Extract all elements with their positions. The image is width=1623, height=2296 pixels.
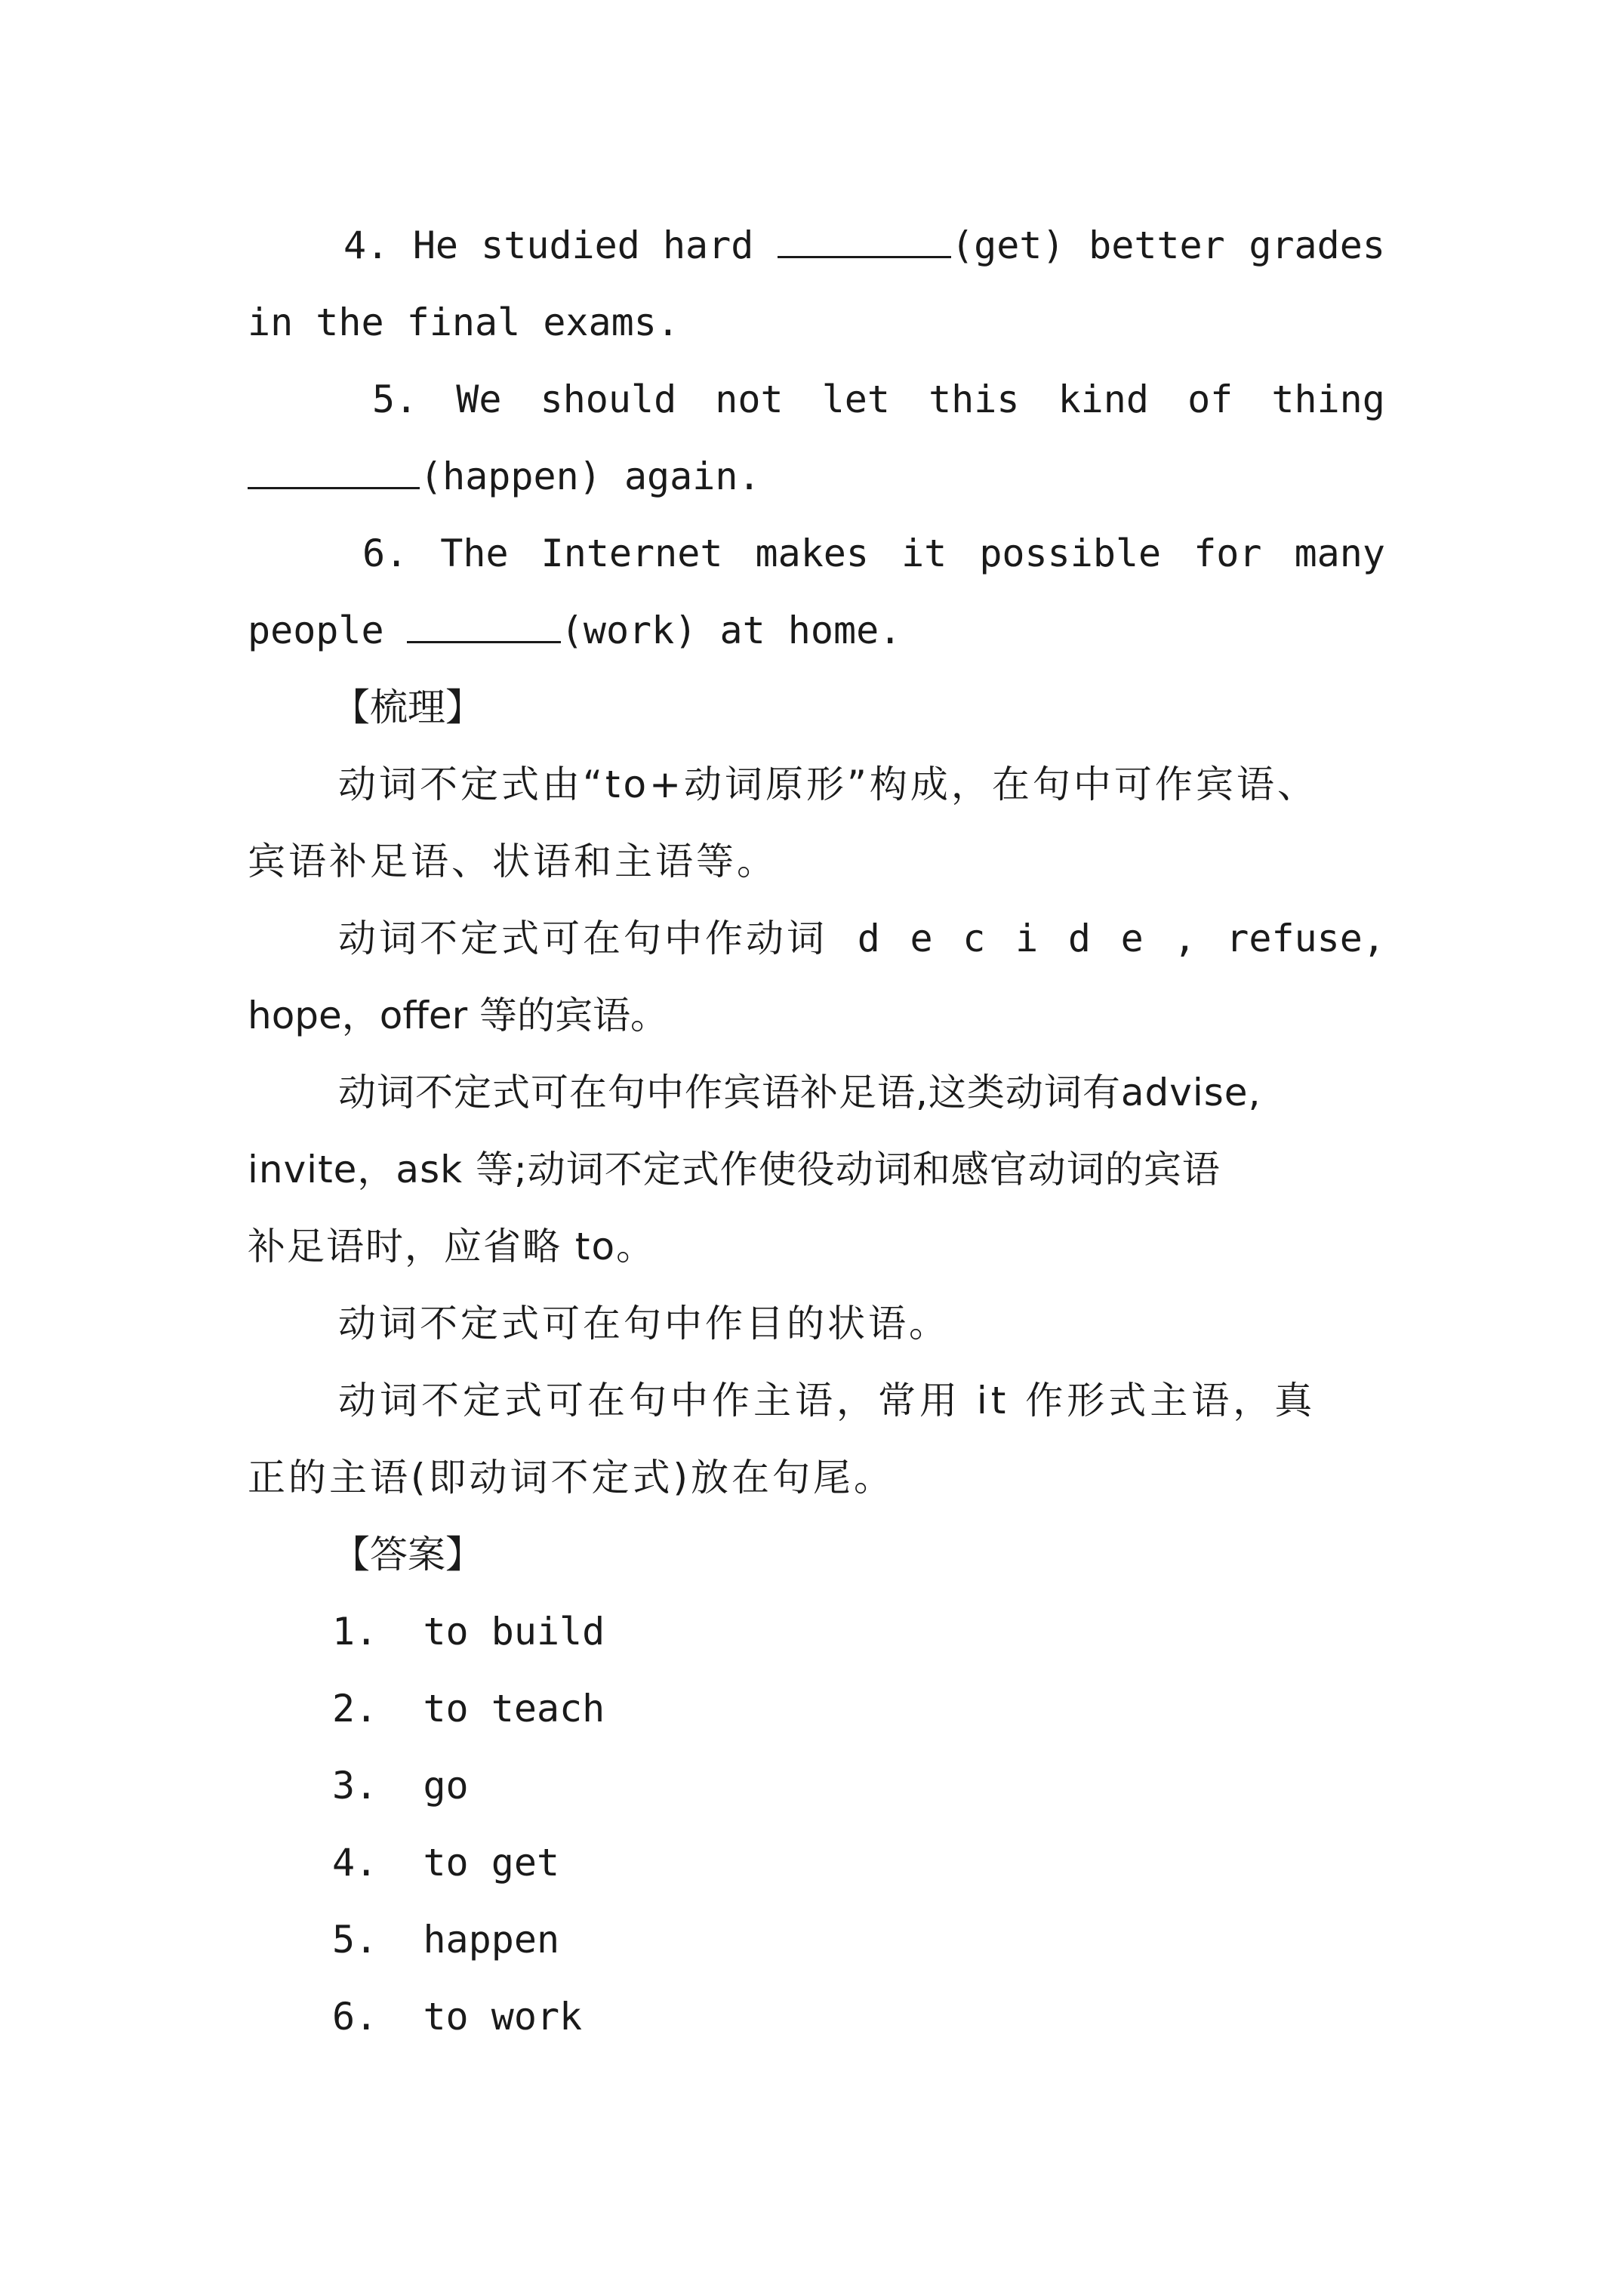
question-word: let <box>821 378 890 421</box>
answer-number: 3. <box>332 1764 378 1808</box>
answer-blank[interactable] <box>407 606 561 643</box>
question-5-line-2 <box>248 450 761 503</box>
question-word: We <box>456 378 502 421</box>
summary-paragraph-1-line-2: 宾语补足语、状语和主语等。 <box>248 840 778 883</box>
answer-item <box>332 1682 605 1735</box>
answer-number: 4. <box>332 1841 378 1885</box>
answer-item <box>332 1759 469 1812</box>
spaced-letter: d <box>1067 917 1091 960</box>
summary-text: 动词不定式可在句中作动词 <box>338 917 827 960</box>
question-text: better <box>1089 223 1225 267</box>
answer-text: to work <box>423 1995 583 2039</box>
summary-paragraph-5-line-2: 正的主语(即动词不定式)放在句尾。 <box>248 1456 895 1499</box>
hint-text: (work) <box>560 609 698 652</box>
question-word: kind <box>1058 378 1149 421</box>
question-word: should <box>540 378 677 421</box>
answer-number: 2. <box>332 1687 378 1730</box>
question-5-line-1 <box>372 373 1385 426</box>
question-word: The <box>440 532 509 575</box>
question-text: at home. <box>719 609 902 652</box>
question-word: this <box>929 378 1020 421</box>
answer-text: happen <box>423 1918 560 1962</box>
question-text: He studied hard <box>412 223 754 267</box>
spaced-letter: c <box>962 917 986 960</box>
spaced-letter: d <box>857 917 880 960</box>
question-4-line-2: in the final exams. <box>248 300 679 344</box>
answer-item <box>332 1836 559 1889</box>
question-4-line-1 <box>343 219 1385 272</box>
question-number: 4. <box>343 223 390 267</box>
spaced-letter: e <box>1120 917 1144 960</box>
spaced-letter: i <box>1015 917 1039 960</box>
question-word: many <box>1294 532 1385 575</box>
summary-paragraph-4-line-1: 动词不定式可在句中作目的状语。 <box>338 1302 950 1345</box>
question-number: 5. <box>372 378 418 421</box>
question-text: again. <box>624 455 761 498</box>
answer-text: to get <box>423 1841 560 1885</box>
question-word: of <box>1187 378 1233 421</box>
question-word: possible <box>979 532 1162 575</box>
summary-paragraph-3-line-3: 补足语时，应省略 to。 <box>248 1225 656 1268</box>
question-text: grades <box>1249 223 1385 267</box>
summary-paragraph-5-line-1: 动词不定式可在句中作主语，常用 it 作形式主语，真 <box>338 1379 1317 1422</box>
answer-text: go <box>423 1764 469 1808</box>
answer-blank[interactable] <box>778 221 951 258</box>
question-word: for <box>1193 532 1262 575</box>
summary-text: refuse, <box>1226 917 1385 960</box>
summary-paragraph-2-line-1 <box>338 912 1385 965</box>
answer-text: to build <box>423 1610 605 1653</box>
answer-item <box>332 1990 582 2043</box>
spaced-letter: e <box>910 917 933 960</box>
answer-number: 1. <box>332 1610 378 1653</box>
question-6-line-1 <box>362 527 1385 580</box>
summary-paragraph-3-line-1: 动词不定式可在句中作宾语补足语,这类动词有advise, <box>338 1071 1261 1114</box>
answers-heading: 【答案】 <box>332 1533 483 1576</box>
question-word: Internet <box>540 532 723 575</box>
question-word: not <box>715 378 784 421</box>
answer-item <box>332 1605 605 1658</box>
answer-number: 6. <box>332 1995 378 2039</box>
summary-paragraph-2-line-2: hope，offer 等的宾语。 <box>248 994 669 1037</box>
answer-number: 5. <box>332 1918 378 1962</box>
hint-text: (get) <box>950 223 1065 267</box>
question-number: 6. <box>362 532 408 575</box>
question-6-line-2 <box>248 604 901 657</box>
summary-heading: 【梳理】 <box>332 686 483 729</box>
hint-text: (happen) <box>420 455 602 498</box>
fill-blank-group <box>778 219 1065 272</box>
summary-paragraph-3-line-2: invite，ask 等;动词不定式作使役动词和感官动词的宾语 <box>248 1148 1221 1191</box>
summary-paragraph-1-line-1: 动词不定式由“to+动词原形”构成，在句中可作宾语、 <box>338 763 1318 806</box>
answer-text: to teach <box>423 1687 605 1730</box>
spaced-letter: , <box>1173 917 1196 960</box>
question-word: thing <box>1271 378 1385 421</box>
answer-blank[interactable] <box>248 452 420 489</box>
question-word: makes <box>755 532 870 575</box>
question-word: it <box>901 532 947 575</box>
answer-item <box>332 1913 559 1966</box>
question-text: people <box>248 609 384 652</box>
